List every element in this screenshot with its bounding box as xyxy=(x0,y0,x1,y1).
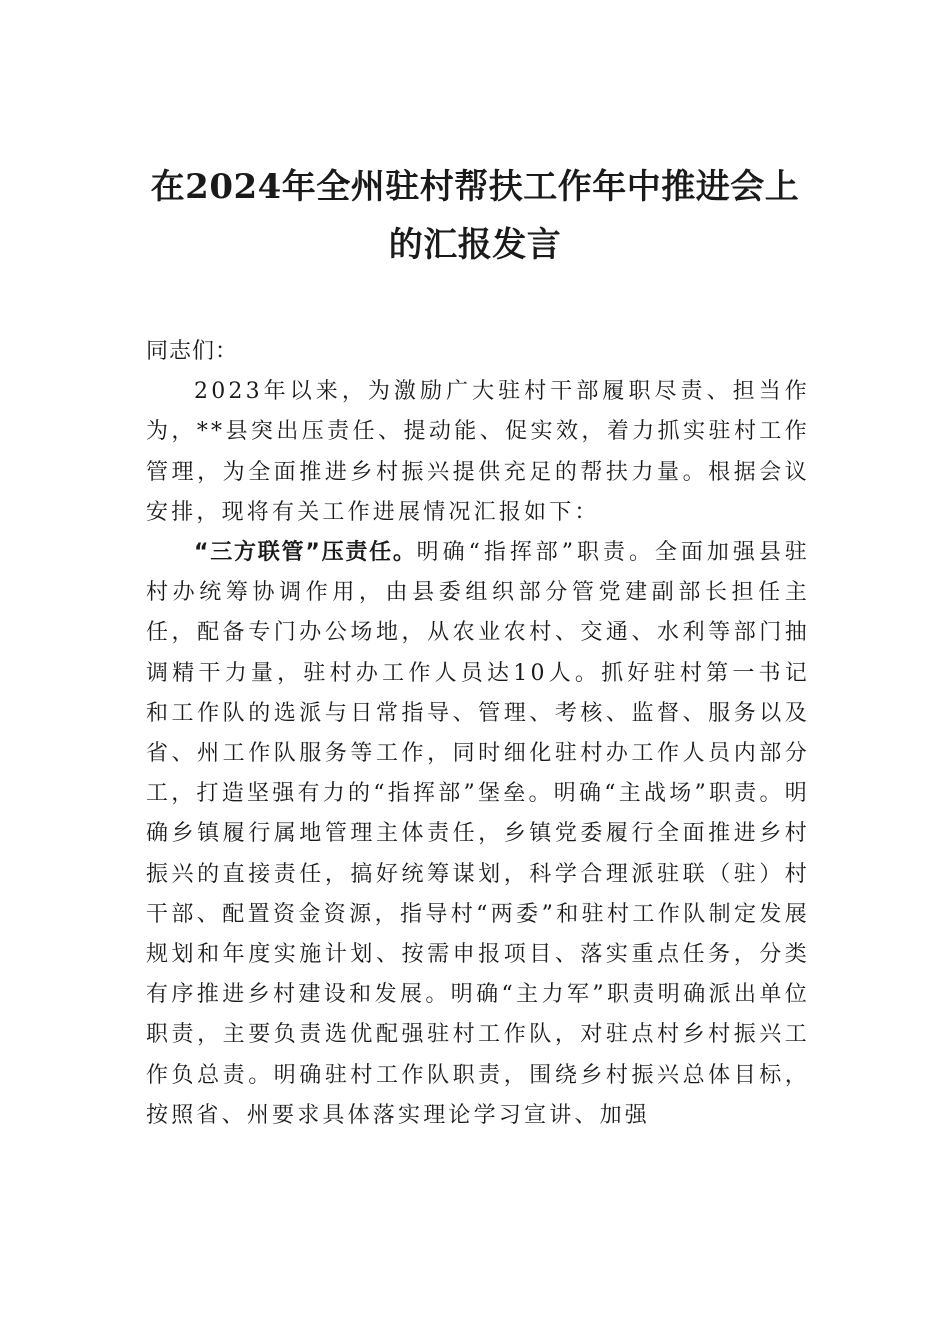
greeting: 同志们： xyxy=(146,339,239,364)
title-line-1: 在2024年全州驻村帮扶工作年中推进会上 xyxy=(150,167,800,207)
document-body xyxy=(146,332,810,1136)
title-line-2: 的汇报发言 xyxy=(388,225,562,265)
document-title xyxy=(120,158,830,274)
paragraph-lead-heading: “三方联管”压责任。 xyxy=(194,540,417,566)
paragraph-body-text: 明确“指挥部”职责。全面加强县驻村办统筹协调作用，由县委组织部分管党建副部长担任主任，配备专门办公场地，从农业农村、交通、水利等部门抽调精干力量，驻村办工作人员达10人。抓好驻村第一书记和工作队的选派与日常指导、管理、考核、监督、服务以及省、州工作队服务等工作，同时细化驻村办工作人员内部分工，打造坚强有力的“指挥部”堡垒。明确“主战场”职责。明确乡镇履行属地管理主体责任，乡镇党委履行全面推进乡村振兴的直接责任，搞好统筹谋划，科学合理派驻联（驻）村干部、配置资金资源，指导村“两委”和驻村工作队制定发展规划和年度实施计划、按需申报项目、落实重点任务，分类有序推进乡村建设和发展。明确“主力军”职责明确派出单位职责，主要负责选优配强驻村工作队，对驻点村乡村振兴工作负总责。明确驻村工作队职责，围绕乡村振兴总体目标，按照省、州要求具体落实理论学习宣讲、加强 xyxy=(146,540,810,1128)
paragraph-three-party xyxy=(146,533,810,1136)
paragraph-intro: 2023年以来，为激励广大驻村干部履职尽责、担当作为，**县突出压责任、提动能、促实效，着力抓实驻村工作管理，为全面推进乡村振兴提供充足的帮扶力量。根据会议安排，现将有关工作进展情况汇报如下： xyxy=(146,379,810,525)
